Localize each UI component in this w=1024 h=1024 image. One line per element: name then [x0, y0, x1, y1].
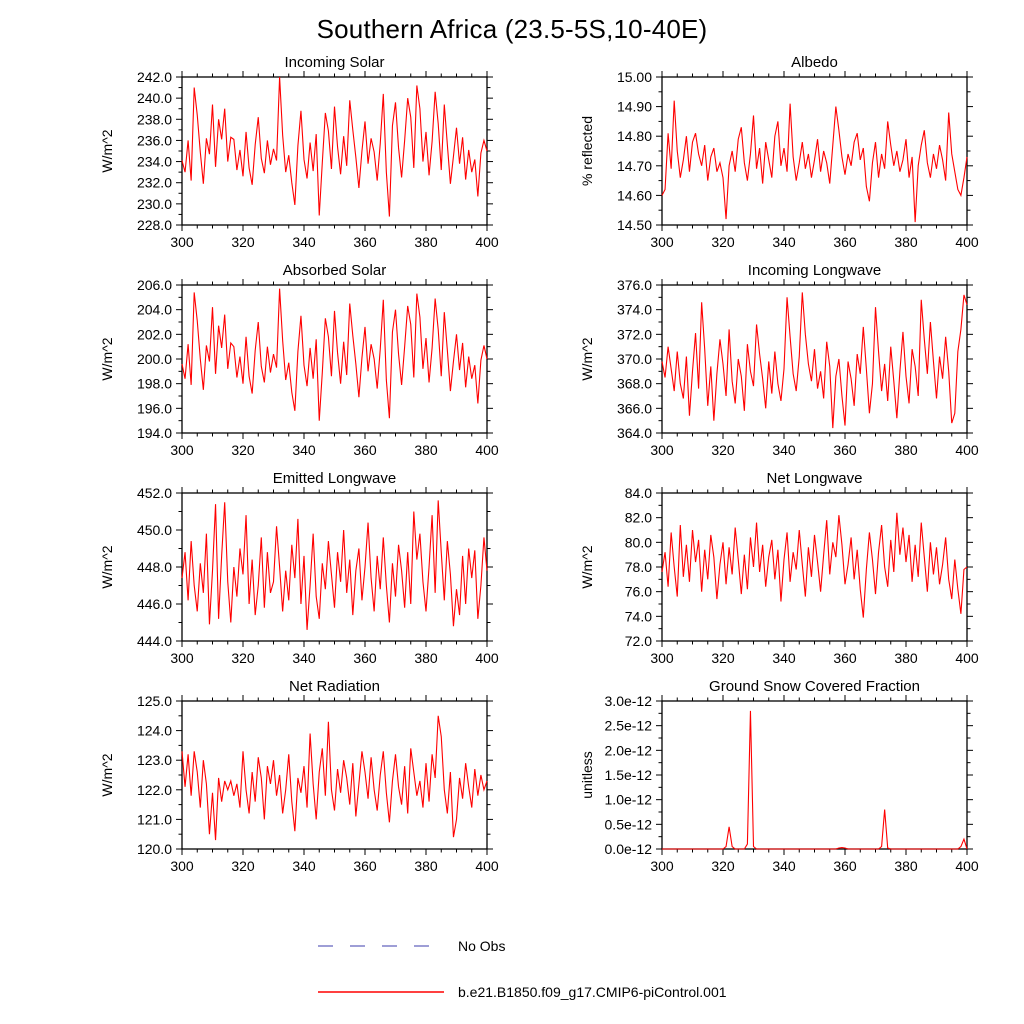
x-tick-label: 300 — [650, 858, 674, 874]
x-tick-label: 340 — [292, 442, 316, 458]
x-tick-label: 400 — [955, 442, 979, 458]
x-tick-label: 320 — [711, 234, 735, 250]
x-tick-label: 300 — [170, 442, 194, 458]
y-tick-label: 78.0 — [624, 559, 652, 575]
y-tick-label: 14.70 — [616, 157, 652, 174]
y-tick-label: 194.0 — [136, 425, 172, 441]
x-tick-label: 300 — [170, 858, 194, 874]
chart-svg — [32, 677, 512, 883]
y-tick-label: 202.0 — [136, 326, 172, 343]
page-title: Southern Africa (23.5-5S,10-40E) — [316, 14, 708, 44]
chart-title: Incoming Longwave — [747, 262, 882, 279]
x-tick-label: 340 — [292, 858, 316, 874]
panel-emitted-longwave — [32, 469, 512, 675]
y-tick-label: 82.0 — [624, 509, 652, 526]
panel-albedo — [512, 53, 992, 259]
y-tick-label: 80.0 — [624, 534, 652, 551]
y-tick-label: 84.0 — [624, 485, 652, 501]
x-tick-label: 300 — [170, 234, 194, 250]
no-obs-dashed-line-icon — [316, 940, 446, 952]
data-line — [662, 101, 967, 222]
y-tick-label: 450.0 — [136, 522, 172, 538]
model-solid-line-icon — [316, 986, 446, 998]
data-line — [182, 289, 487, 421]
chart-title: Emitted Longwave — [272, 470, 397, 487]
y-tick-label: 242.0 — [136, 69, 172, 85]
x-tick-label: 300 — [650, 442, 674, 458]
y-axis-label: W/m^2 — [99, 129, 115, 173]
x-tick-label: 320 — [231, 650, 255, 666]
y-axis-label: unitless — [579, 751, 595, 799]
chart-svg — [32, 53, 512, 259]
x-tick-label: 400 — [955, 650, 979, 666]
y-axis-label: W/m^2 — [99, 753, 115, 797]
y-tick-label: 1.5e-12 — [604, 767, 652, 783]
y-tick-label: 228.0 — [136, 217, 172, 233]
y-tick-label: 446.0 — [136, 596, 172, 612]
x-tick-label: 400 — [955, 858, 979, 874]
x-tick-label: 320 — [231, 234, 255, 250]
panel-net-longwave — [512, 469, 992, 675]
y-tick-label: 230.0 — [136, 195, 172, 212]
y-tick-label: 206.0 — [136, 277, 172, 293]
x-tick-label: 360 — [353, 442, 377, 458]
y-tick-label: 200.0 — [136, 351, 172, 367]
x-tick-label: 360 — [353, 858, 377, 874]
x-tick-label: 300 — [650, 650, 674, 666]
y-tick-label: 370.0 — [616, 351, 652, 367]
plot-frame — [182, 493, 487, 641]
x-tick-label: 400 — [955, 234, 979, 250]
y-axis-label: W/m^2 — [99, 545, 115, 589]
x-tick-label: 380 — [414, 858, 438, 874]
chart-svg — [512, 677, 992, 883]
x-tick-label: 360 — [833, 650, 857, 666]
legend-label-model: b.e21.B1850.f09_g17.CMIP6-piControl.001 — [458, 984, 727, 1000]
x-tick-label: 300 — [650, 234, 674, 250]
y-axis-label: W/m^2 — [579, 337, 595, 381]
panel-net-radiation — [32, 677, 512, 883]
plot-frame — [662, 493, 967, 641]
legend-label-no-obs: No Obs — [458, 938, 506, 954]
y-tick-label: 76.0 — [624, 583, 652, 600]
x-tick-label: 360 — [833, 234, 857, 250]
y-tick-label: 14.60 — [616, 187, 652, 204]
y-tick-label: 125.0 — [136, 693, 172, 709]
data-line — [182, 716, 487, 840]
x-tick-label: 380 — [414, 234, 438, 250]
data-line — [662, 513, 967, 618]
y-tick-label: 121.0 — [136, 811, 172, 828]
x-tick-label: 400 — [475, 442, 499, 458]
y-tick-label: 14.50 — [616, 217, 652, 233]
x-tick-label: 380 — [894, 442, 918, 458]
chart-title: Albedo — [791, 54, 838, 71]
x-tick-label: 320 — [711, 650, 735, 666]
plot-frame — [182, 77, 487, 225]
y-tick-label: 236.0 — [136, 132, 172, 149]
chart-svg — [512, 53, 992, 259]
x-tick-label: 380 — [894, 234, 918, 250]
x-tick-label: 320 — [711, 858, 735, 874]
y-tick-label: 120.0 — [136, 841, 172, 857]
y-tick-label: 234.0 — [136, 153, 172, 170]
panel-absorbed-solar — [32, 261, 512, 467]
x-tick-label: 300 — [170, 650, 194, 666]
y-tick-label: 124.0 — [136, 722, 172, 739]
legend-item-model — [316, 982, 727, 1002]
y-tick-label: 376.0 — [616, 277, 652, 293]
data-line — [662, 292, 967, 428]
y-tick-label: 122.0 — [136, 781, 172, 798]
x-tick-label: 360 — [833, 858, 857, 874]
y-tick-label: 366.0 — [616, 400, 652, 417]
chart-svg — [32, 261, 512, 467]
x-tick-label: 320 — [231, 442, 255, 458]
y-tick-label: 15.00 — [616, 69, 652, 85]
x-tick-label: 360 — [833, 442, 857, 458]
x-tick-label: 360 — [353, 234, 377, 250]
y-tick-label: 1.0e-12 — [604, 791, 652, 808]
y-tick-label: 2.0e-12 — [604, 742, 652, 759]
legend — [316, 936, 727, 1024]
x-tick-label: 380 — [894, 858, 918, 874]
chart-svg — [512, 469, 992, 675]
y-tick-label: 374.0 — [616, 301, 652, 318]
chart-title: Net Longwave — [766, 470, 863, 487]
y-tick-label: 74.0 — [624, 608, 652, 625]
x-tick-label: 340 — [772, 858, 796, 874]
y-tick-label: 444.0 — [136, 633, 172, 649]
plot-frame — [662, 701, 967, 849]
y-axis-label: W/m^2 — [99, 337, 115, 381]
y-tick-label: 123.0 — [136, 752, 172, 769]
y-axis-label: W/m^2 — [579, 545, 595, 589]
x-tick-label: 400 — [475, 234, 499, 250]
data-line — [182, 77, 487, 217]
panel-ground-snow-covered-fraction — [512, 677, 992, 883]
y-tick-label: 198.0 — [136, 375, 172, 392]
y-tick-label: 204.0 — [136, 301, 172, 318]
y-axis-label: % reflected — [579, 115, 595, 187]
plot-frame — [182, 285, 487, 433]
y-tick-label: 372.0 — [616, 326, 652, 343]
y-tick-label: 0.5e-12 — [604, 816, 652, 833]
legend-item-no-obs — [316, 936, 727, 956]
y-tick-label: 232.0 — [136, 174, 172, 191]
data-line — [182, 500, 487, 630]
chart-title: Incoming Solar — [284, 54, 385, 71]
x-tick-label: 320 — [231, 858, 255, 874]
panel-incoming-solar — [32, 53, 512, 259]
y-tick-label: 452.0 — [136, 485, 172, 501]
data-line — [662, 711, 967, 849]
chart-svg — [512, 261, 992, 467]
x-tick-label: 320 — [711, 442, 735, 458]
chart-svg — [32, 469, 512, 675]
x-tick-label: 380 — [414, 650, 438, 666]
chart-title: Net Radiation — [289, 678, 380, 695]
chart-title: Ground Snow Covered Fraction — [709, 678, 920, 695]
x-tick-label: 340 — [292, 234, 316, 250]
x-tick-label: 360 — [353, 650, 377, 666]
y-tick-label: 2.5e-12 — [604, 717, 652, 734]
chart-title: Absorbed Solar — [282, 262, 387, 279]
x-tick-label: 380 — [894, 650, 918, 666]
y-tick-label: 240.0 — [136, 90, 172, 107]
plot-frame — [662, 77, 967, 225]
y-tick-label: 0.0e-12 — [604, 841, 652, 857]
x-tick-label: 340 — [772, 234, 796, 250]
chart-grid — [0, 53, 1024, 883]
y-tick-label: 72.0 — [624, 633, 652, 649]
y-tick-label: 364.0 — [616, 425, 652, 441]
y-tick-label: 448.0 — [136, 559, 172, 575]
x-tick-label: 340 — [772, 442, 796, 458]
y-tick-label: 368.0 — [616, 375, 652, 392]
y-tick-label: 14.80 — [616, 128, 652, 145]
x-tick-label: 400 — [475, 650, 499, 666]
y-tick-label: 14.90 — [616, 98, 652, 115]
x-tick-label: 340 — [772, 650, 796, 666]
x-tick-label: 380 — [414, 442, 438, 458]
x-tick-label: 340 — [292, 650, 316, 666]
plot-frame — [182, 701, 487, 849]
y-tick-label: 196.0 — [136, 400, 172, 417]
y-tick-label: 238.0 — [136, 111, 172, 128]
x-tick-label: 400 — [475, 858, 499, 874]
y-tick-label: 3.0e-12 — [604, 693, 652, 709]
panel-incoming-longwave — [512, 261, 992, 467]
